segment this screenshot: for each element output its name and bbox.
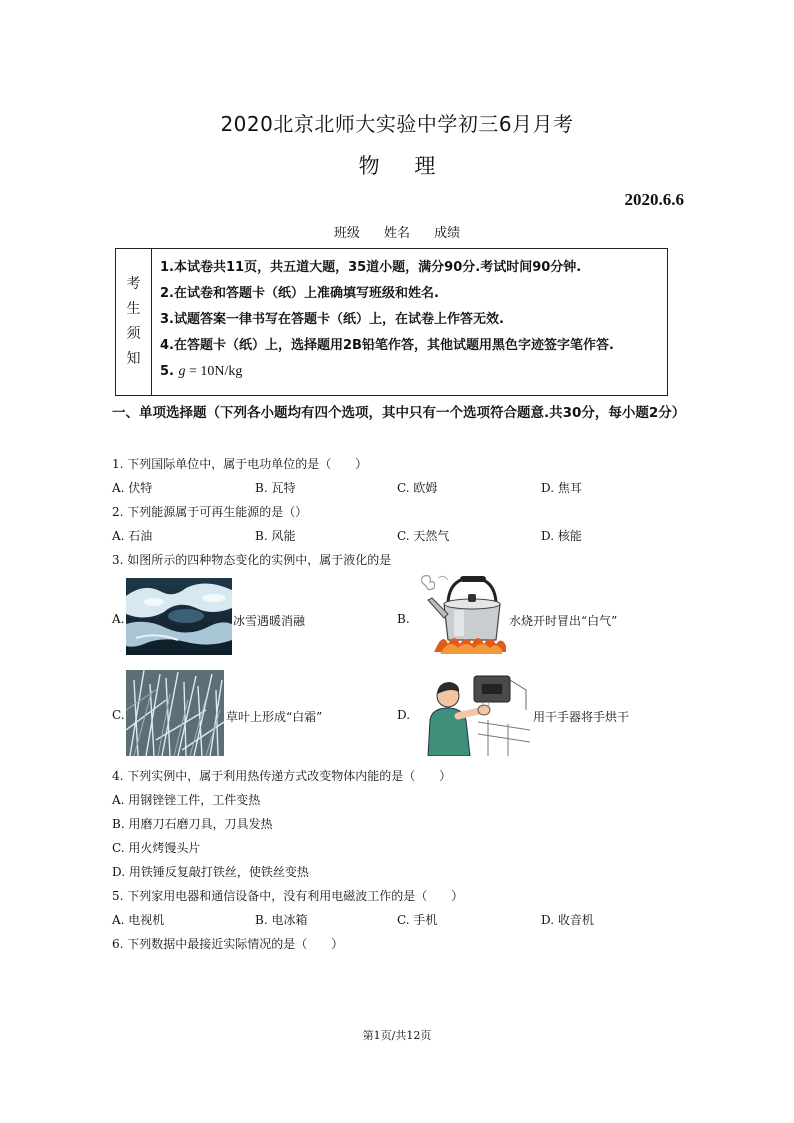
notice-item: 2.在试卷和答题卡（纸）上准确填写班级和姓名. [160, 286, 439, 301]
option-c: C. 欧姆 [397, 481, 438, 495]
question-stem: 3. 如图所示的四种物态变化的实例中，属于液化的是 [112, 553, 392, 567]
option-d: D. 用铁锤反复敲打铁丝，使铁丝变热 [112, 865, 309, 879]
notice-label-char: 须 [126, 326, 141, 342]
question-stem: 6. 下列数据中最接近实际情况的是（ ） [112, 937, 344, 951]
option-c-letter: C. [112, 708, 125, 722]
option-c: C. 手机 [397, 913, 438, 927]
page-footer: 第1页/共12页 [362, 1029, 432, 1042]
option-b: B. 电冰箱 [255, 913, 308, 927]
option-a: A. 伏特 [112, 481, 153, 495]
option-a-caption: 冰雪遇暖消融 [233, 614, 306, 628]
notice-label-char: 考 [126, 276, 141, 292]
option-d: D. 收音机 [541, 913, 594, 927]
formula-variable: g [178, 364, 186, 379]
option-a-letter: A. [112, 612, 125, 626]
kettle-illustration-icon [414, 574, 508, 662]
notice-label-char: 生 [126, 301, 141, 317]
question-stem: 4. 下列实例中，属于利用热传递方式改变物体内能的是（ ） [112, 769, 452, 783]
question-stem: 2. 下列能源属于可再生能源的是（） [112, 505, 308, 519]
student-fields [0, 222, 794, 241]
option-c-caption: 草叶上形成“白霜” [226, 710, 323, 724]
option-b: B. 瓦特 [255, 481, 296, 495]
option-c: C. 天然气 [397, 529, 450, 543]
page-title: 2020北京北师大实验中学初三6月月考 [220, 112, 574, 136]
ice-snow-photo-icon [126, 578, 232, 655]
option-d-caption: 用干手器将手烘干 [533, 710, 630, 724]
option-b: B. 用磨刀石磨刀具，刀具发热 [112, 817, 273, 831]
notice-item: 4.在答题卡（纸）上，选择题用2B铅笔作答，其他试题用黑色字迹签字笔作答. [160, 338, 614, 353]
option-b-letter: B. [397, 612, 410, 626]
notice-label [116, 249, 152, 395]
notice-item5-prefix: 5. [160, 364, 174, 379]
subject-title: 物 理 [358, 154, 436, 178]
option-b: B. 风能 [255, 529, 296, 543]
hand-dryer-illustration-icon [418, 670, 530, 756]
notice-label-char: 知 [126, 351, 141, 367]
gravity-formula [179, 364, 243, 379]
option-a: A. 用钢锉锉工件，工件变热 [112, 793, 261, 807]
field-score: 成绩 [434, 226, 461, 241]
exam-date: 2020.6.6 [624, 190, 684, 209]
option-a: A. 电视机 [112, 913, 165, 927]
section-heading: 一、单项选择题（下列各小题均有四个选项，其中只有一个选项符合题意.共30分，每小题2分） [112, 405, 686, 421]
field-name: 姓名 [383, 226, 410, 241]
field-class: 班级 [333, 226, 360, 241]
option-b-caption: 水烧开时冒出“白气” [509, 614, 618, 628]
question-stem: 5. 下列家用电器和通信设备中，没有利用电磁波工作的是（ ） [112, 889, 464, 903]
notice-box [115, 248, 668, 396]
notice-item: 1.本试卷共11页，共五道大题，35道小题，满分90分.考试时间90分钟. [160, 260, 582, 275]
option-d: D. 核能 [541, 529, 582, 543]
formula-value: = 10N/kg [185, 364, 243, 379]
notice-items [160, 255, 614, 385]
question-stem: 1. 下列国际单位中，属于电功单位的是（ ） [112, 457, 368, 471]
option-c: C. 用火烤馒头片 [112, 841, 201, 855]
frost-grass-photo-icon [126, 670, 224, 756]
option-d: D. 焦耳 [541, 481, 582, 495]
option-d-letter: D. [397, 708, 411, 722]
notice-item: 3.试题答案一律书写在答题卡（纸）上，在试卷上作答无效. [160, 312, 504, 327]
notice-item-formula [160, 359, 614, 385]
option-a: A. 石油 [112, 529, 153, 543]
